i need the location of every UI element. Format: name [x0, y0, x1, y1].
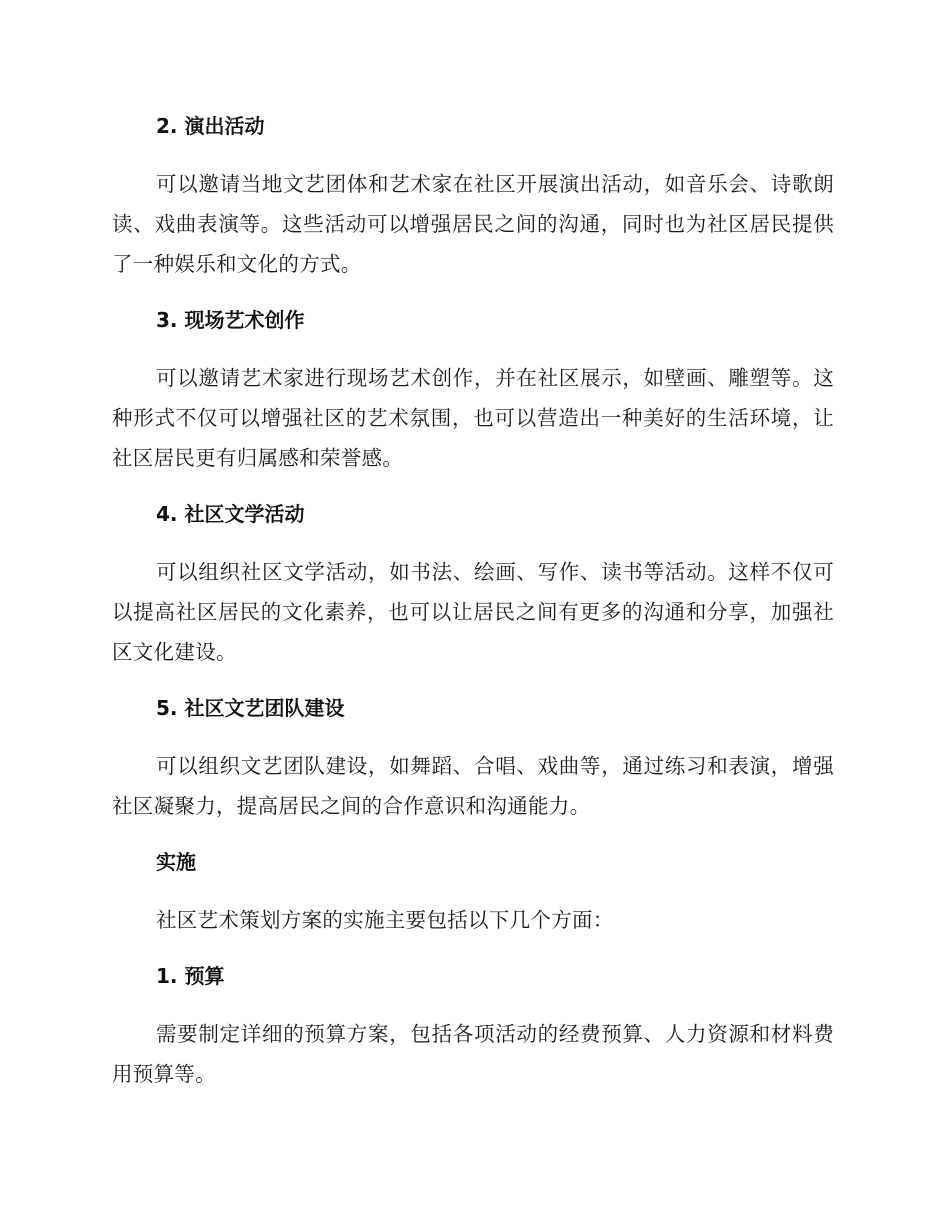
section-body-literature: 可以组织社区文学活动，如书法、绘画、写作、读书等活动。这样不仅可以提高社区居民的文化素养，也可以让居民之间有更多的沟通和分享，加强社区文化建设。 [112, 560, 834, 664]
implementation-item-body-budget: 需要制定详细的预算方案，包括各项活动的经费预算、人力资源和材料费用预算等。 [112, 1022, 834, 1086]
section-heading-literature: 4. 社区文学活动 [156, 502, 305, 526]
section-body-art-team: 可以组织文艺团队建设，如舞蹈、合唱、戏曲等，通过练习和表演，增强社区凝聚力，提高居民之间的合作意识和沟通能力。 [112, 754, 834, 818]
implementation-item-heading-budget: 1. 预算 [156, 964, 225, 988]
implementation-intro: 社区艺术策划方案的实施主要包括以下几个方面： [156, 908, 614, 932]
document-content [112, 110, 834, 1114]
section-heading-art-team: 5. 社区文艺团队建设 [156, 696, 345, 720]
section-body-live-art: 可以邀请艺术家进行现场艺术创作，并在社区展示，如壁画、雕塑等。这种形式不仅可以增强社区的艺术氛围，也可以营造出一种美好的生活环境，让社区居民更有归属感和荣誉感。 [112, 366, 834, 470]
section-body-performance: 可以邀请当地文艺团体和艺术家在社区开展演出活动，如音乐会、诗歌朗读、戏曲表演等。这些活动可以增强居民之间的沟通，同时也为社区居民提供了一种娱乐和文化的方式。 [112, 172, 834, 276]
section-heading-live-art: 3. 现场艺术创作 [156, 308, 305, 332]
implementation-heading: 实施 [156, 850, 196, 874]
section-heading-performance: 2. 演出活动 [156, 114, 265, 138]
